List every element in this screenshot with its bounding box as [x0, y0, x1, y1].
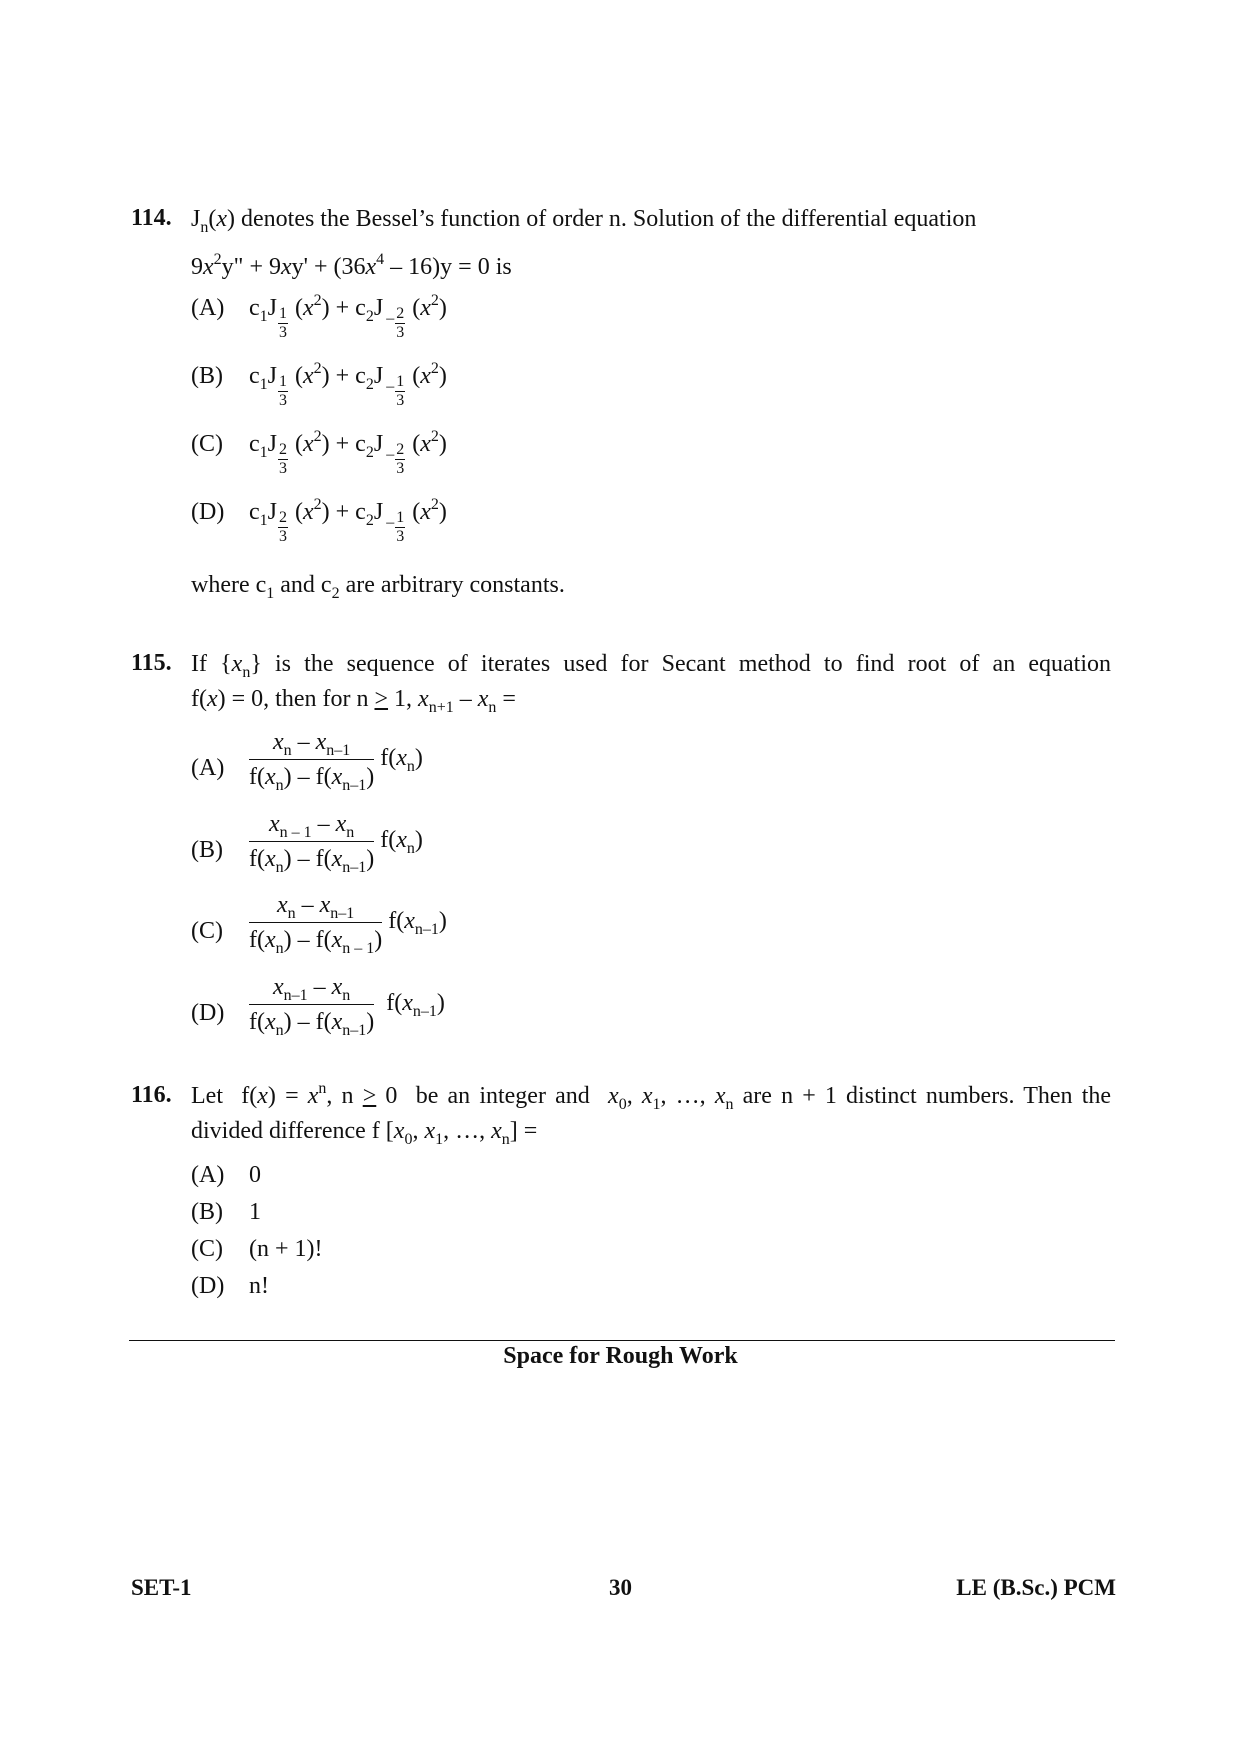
question-text-line-2: divided difference f [$x_0$, $x_1$, …, $x_n$] = [191, 1118, 538, 1148]
question-text: If $\{x_n\}$ is the sequence of iterates used for Secant method to find root of an equation [191, 651, 1111, 681]
question-note: where $c_1$ and $c_2$ are arbitrary constants. [191, 572, 565, 602]
option-label: (A) [191, 1162, 225, 1188]
question-text: Let $f(x) = x^n$, n > 0 be an integer and $x_0$, $x_1$, …, $x_n$ are n + 1 distinct numbers. Then the [191, 1080, 1112, 1113]
question-number: 115. [131, 650, 172, 676]
question-number: 114. [131, 205, 172, 231]
option-text: $c_1J$ $\frac{2}{3}$ $(x^2) + c_2J$ $_-$ $\frac{1}{3}$ $(x^2)$ [249, 496, 447, 545]
option-label: (A) [191, 755, 225, 781]
option-text: $\frac{x_n - x_{n-1}}{f(x_n) - f(x_{n-1})}$ $f(x_n)$ [249, 725, 423, 794]
option-label: (C) [191, 918, 223, 944]
option-text: $\frac{x_n - x_{n-1}}{f(x_n) - f(x_{n - 1})}$ $f(x_{n-1})$ [249, 888, 447, 957]
option-label: (D) [191, 1000, 225, 1026]
footer-set: SET-1 [131, 1575, 192, 1600]
option-text: (n + 1)! [249, 1236, 323, 1262]
differential-equation: $9x^2y$" + $9xy' + (36x^4 - 16)y = 0$ is [191, 251, 512, 280]
rough-work-heading: Space for Rough Work [503, 1343, 738, 1369]
option-label: (B) [191, 363, 223, 389]
question-number: 116. [131, 1082, 172, 1108]
option-text: $c_1J$ $\frac{1}{3}$ $(x^2) + c_2J$ $_-$ $\frac{2}{3}$ $(x^2)$ [249, 292, 447, 341]
option-text: 0 [249, 1162, 261, 1188]
option-label: (D) [191, 1273, 225, 1299]
option-label: (D) [191, 499, 225, 525]
option-label: (C) [191, 431, 223, 457]
option-text: n! [249, 1273, 269, 1299]
option-label: (B) [191, 1199, 223, 1225]
page-number: 30 [609, 1575, 632, 1600]
footer-course: LE (B.Sc.) PCM [956, 1575, 1116, 1600]
option-label: (C) [191, 1236, 223, 1262]
option-label: (B) [191, 837, 223, 863]
option-text: $\frac{x_{n - 1} - x_n}{f(x_n) - f(x_{n-1})}$ $f(x_n)$ [249, 807, 423, 876]
question-text-line-2: f(x) = 0, then for n > 1, $x_{n+1} - x_n$ = [191, 686, 516, 716]
option-text: $c_1J$ $\frac{2}{3}$ $(x^2) + c_2J$ $_-$ $\frac{2}{3}$ $(x^2)$ [249, 428, 447, 477]
option-text: $\frac{x_{n-1} - x_n}{f(x_n) - f(x_{n-1})}$ $f(x_{n-1})$ [249, 970, 445, 1039]
option-text: 1 [249, 1199, 261, 1225]
option-text: $c_1J$ $\frac{1}{3}$ $(x^2) + c_2J$ $_-$ $\frac{1}{3}$ $(x^2)$ [249, 360, 447, 409]
option-label: (A) [191, 295, 225, 321]
question-text: $J_n(x)$ denotes the Bessel’s function of order n. Solution of the differential equation [191, 206, 977, 236]
divider [129, 1340, 1115, 1341]
